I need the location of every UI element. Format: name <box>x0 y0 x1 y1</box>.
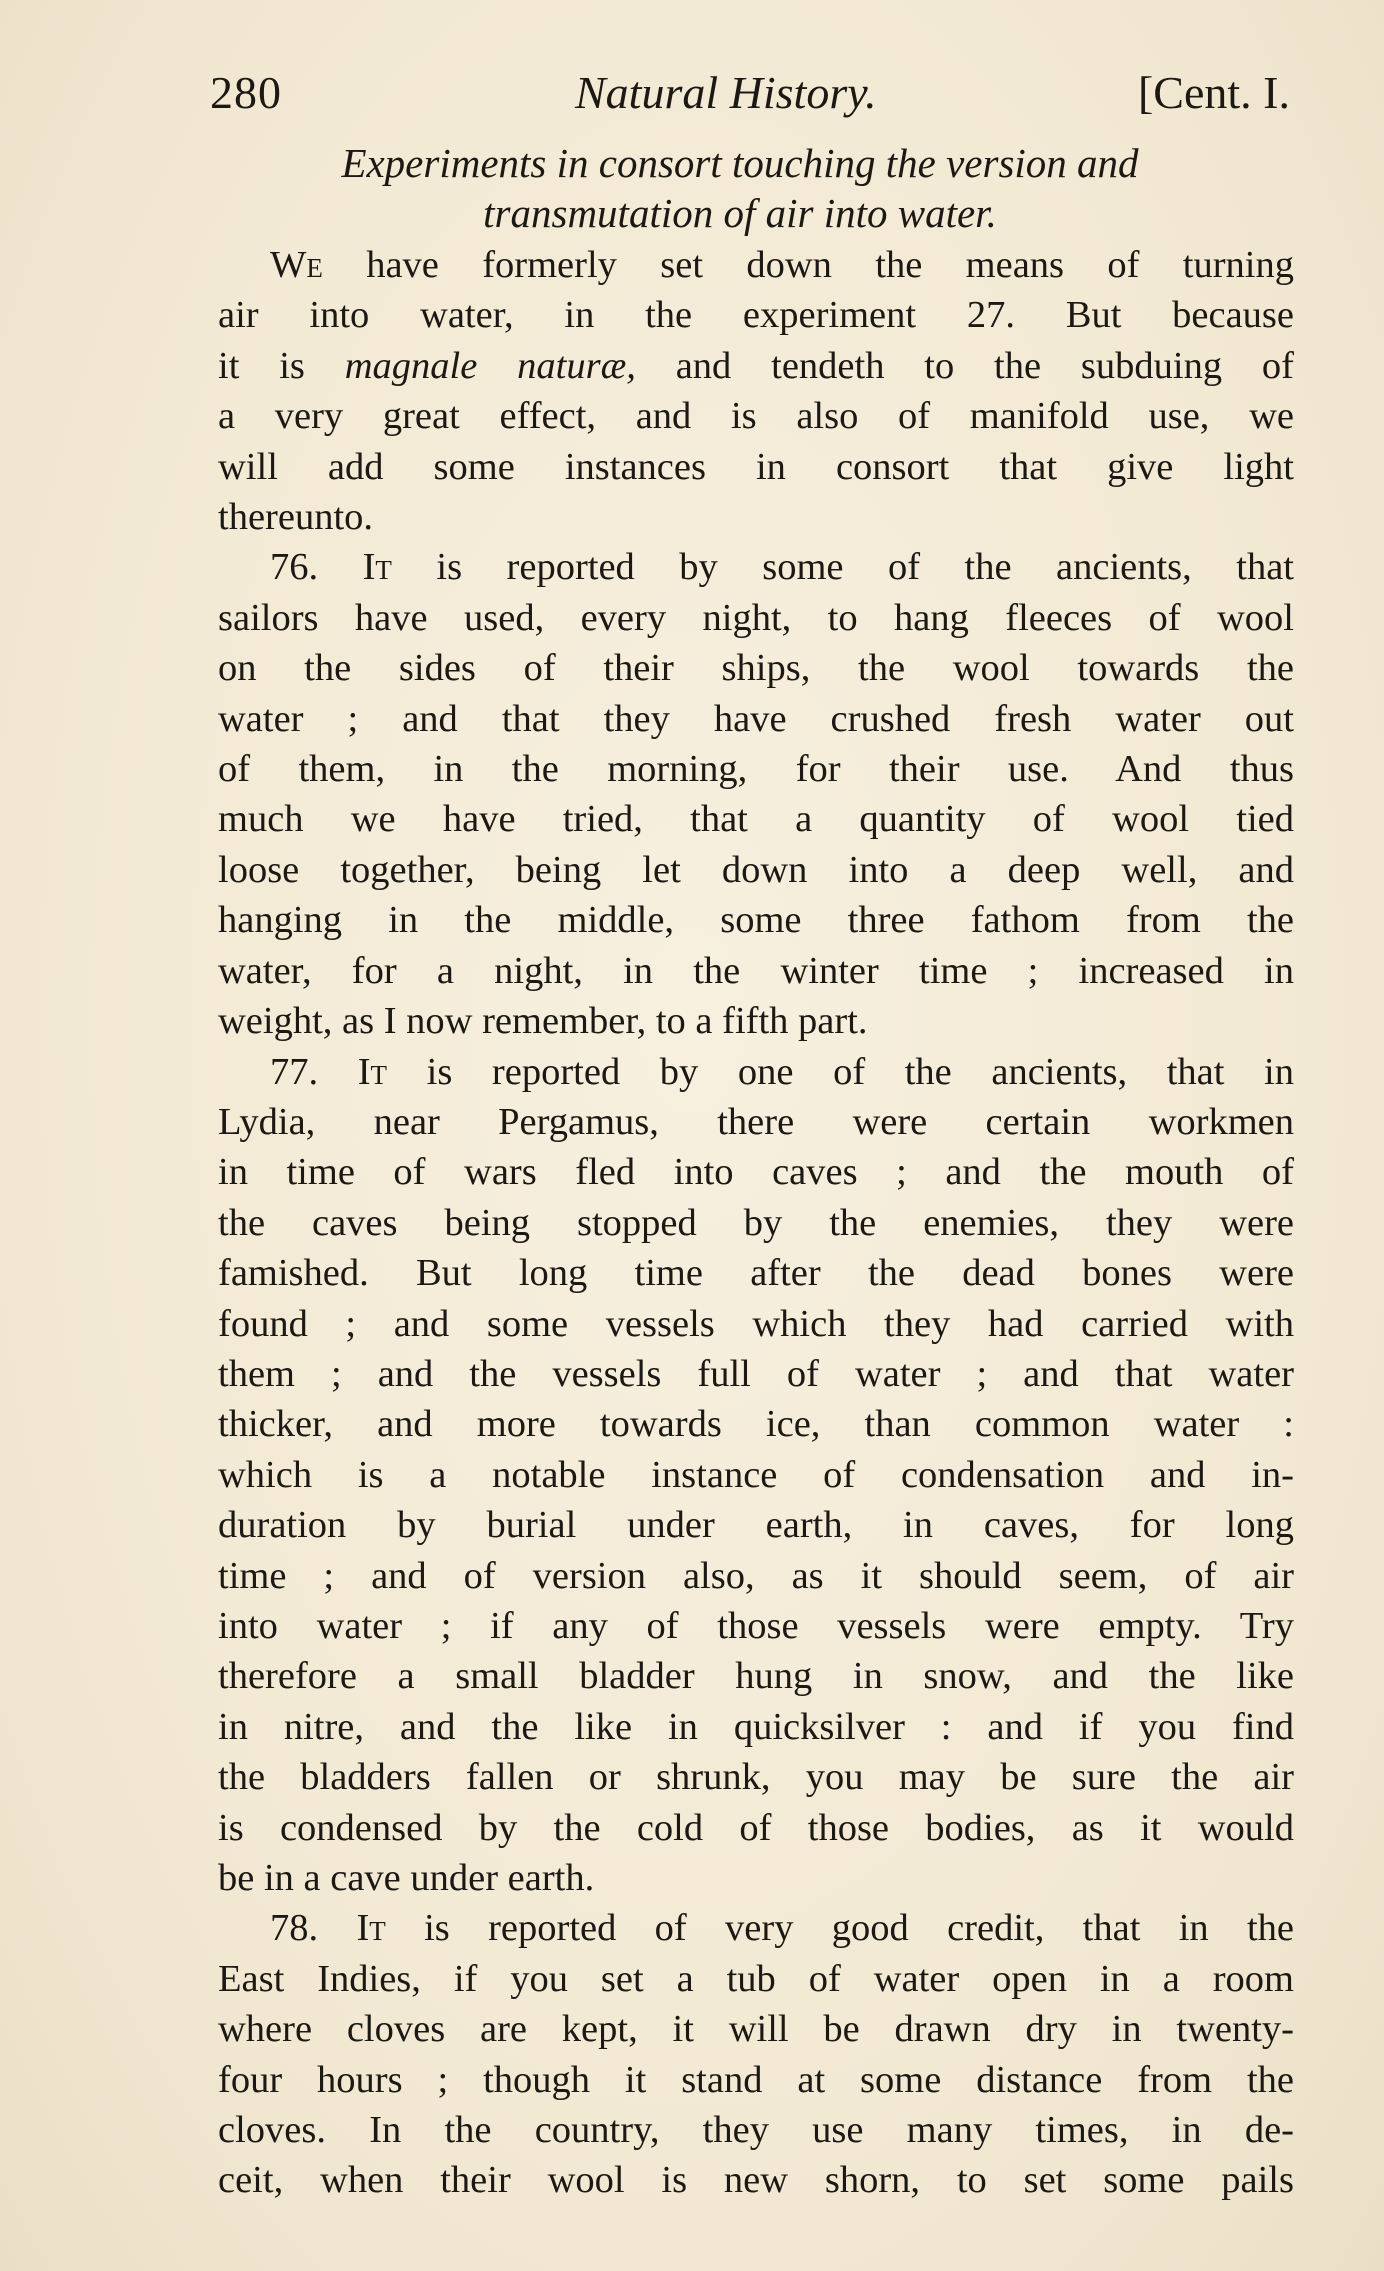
text-line: much we have tried, that a quantity of wool tied <box>218 798 1294 841</box>
text-line: will add some instances in consort that give light <box>218 445 1294 488</box>
page-number: 280 <box>210 67 282 118</box>
text-line: sailors have used, every night, to hang fleeces of wool <box>218 596 1294 639</box>
text-line: where cloves are kept, it will be drawn dry in twenty- <box>218 2008 1294 2051</box>
text-line: time ; and of version also, as it should seem, of air <box>218 1554 1294 1597</box>
text-fragment: have formerly set down the means of turning <box>322 244 1294 286</box>
text-line: found ; and some vessels which they had carried with <box>218 1302 1294 1345</box>
drop-word: It <box>362 546 392 589</box>
text-line: cloves. In the country, they use many times, in de- <box>218 2109 1294 2152</box>
text-line: in time of wars fled into caves ; and the mouth of <box>218 1151 1294 1194</box>
text-line: loose together, being let down into a deep well, and <box>218 848 1294 891</box>
text-line: a very great effect, and is also of manifold use, we <box>218 395 1294 438</box>
text-line: East Indies, if you set a tub of water open in a room <box>218 1957 1294 2000</box>
paragraph-number: 78. <box>270 1907 319 1950</box>
text-line: the bladders fallen or shrunk, you may be sure the air <box>218 1756 1294 1799</box>
text-fragment: is reported of very good credit, that in the <box>385 1907 1295 1950</box>
body-text <box>218 240 1294 2206</box>
text-line: ceit, when their wool is new shorn, to set some pails <box>218 2159 1294 2202</box>
text-line: is condensed by the cold of those bodies, as it would <box>218 1806 1294 1849</box>
drop-word: It <box>357 1050 388 1093</box>
drop-word: We <box>270 244 323 286</box>
paragraph-76 <box>218 542 1294 1046</box>
text-line: of them, in the morning, for their use. And thus <box>218 748 1294 791</box>
text-line <box>218 240 1294 290</box>
text-line: duration by burial under earth, in caves, for long <box>218 1504 1294 1547</box>
text-line: four hours ; though it stand at some distance from the <box>218 2058 1294 2101</box>
text-line: thicker, and more towards ice, than common water : <box>218 1403 1294 1446</box>
text-line: famished. But long time after the dead bones were <box>218 1252 1294 1295</box>
text-line: them ; and the vessels full of water ; and that water <box>218 1352 1294 1395</box>
text-line: on the sides of their ships, the wool towards the <box>218 647 1294 690</box>
text-line: in nitre, and the like in quicksilver : and if you find <box>218 1705 1294 1748</box>
running-header <box>210 66 1290 126</box>
text-fragment: it is <box>218 344 345 387</box>
text-fragment: is reported by one of the ancients, that in <box>387 1050 1295 1093</box>
text-line: hanging in the middle, some three fathom from the <box>218 899 1294 942</box>
section-marker: [Cent. I. <box>1137 67 1290 118</box>
text-line: water ; and that they have crushed fresh water out <box>218 697 1294 740</box>
paragraph-number: 76. <box>270 546 319 589</box>
text-line <box>218 542 1294 592</box>
text-line <box>218 1047 1294 1097</box>
running-title: Natural History. <box>575 67 877 118</box>
text-fragment: is reported by some of the ancients, that <box>391 546 1294 589</box>
text-line: into water ; if any of those vessels were empty. Try <box>218 1604 1294 1647</box>
text-line: air into water, in the experiment 27. But because <box>218 294 1294 337</box>
paragraph-77 <box>218 1047 1294 1904</box>
section-heading <box>200 138 1280 238</box>
text-line: the caves being stopped by the enemies, they were <box>218 1201 1294 1244</box>
text-line: water, for a night, in the winter time ; increased in <box>218 949 1294 992</box>
paragraph-78 <box>218 1903 1294 2205</box>
intro-paragraph <box>218 240 1294 542</box>
text-line: which is a notable instance of condensation and in- <box>218 1453 1294 1496</box>
text-line <box>218 341 1294 391</box>
text-line: thereunto. <box>218 496 374 539</box>
text-line: therefore a small bladder hung in snow, and the like <box>218 1655 1294 1698</box>
text-fragment: and tendeth to the subduing of <box>635 344 1294 387</box>
text-line: be in a cave under earth. <box>218 1857 595 1899</box>
drop-word: It <box>356 1907 386 1950</box>
text-line <box>218 1903 1294 1953</box>
latin-phrase: magnale naturæ, <box>344 344 636 387</box>
heading-line: Experiments in consort touching the version and <box>341 140 1139 186</box>
paragraph-number: 77. <box>270 1050 319 1093</box>
heading-line: transmutation of air into water. <box>483 190 997 236</box>
text-line: weight, as I now remember, to a fifth part. <box>218 1000 868 1043</box>
text-line: Lydia, near Pergamus, there were certain workmen <box>218 1100 1294 1143</box>
